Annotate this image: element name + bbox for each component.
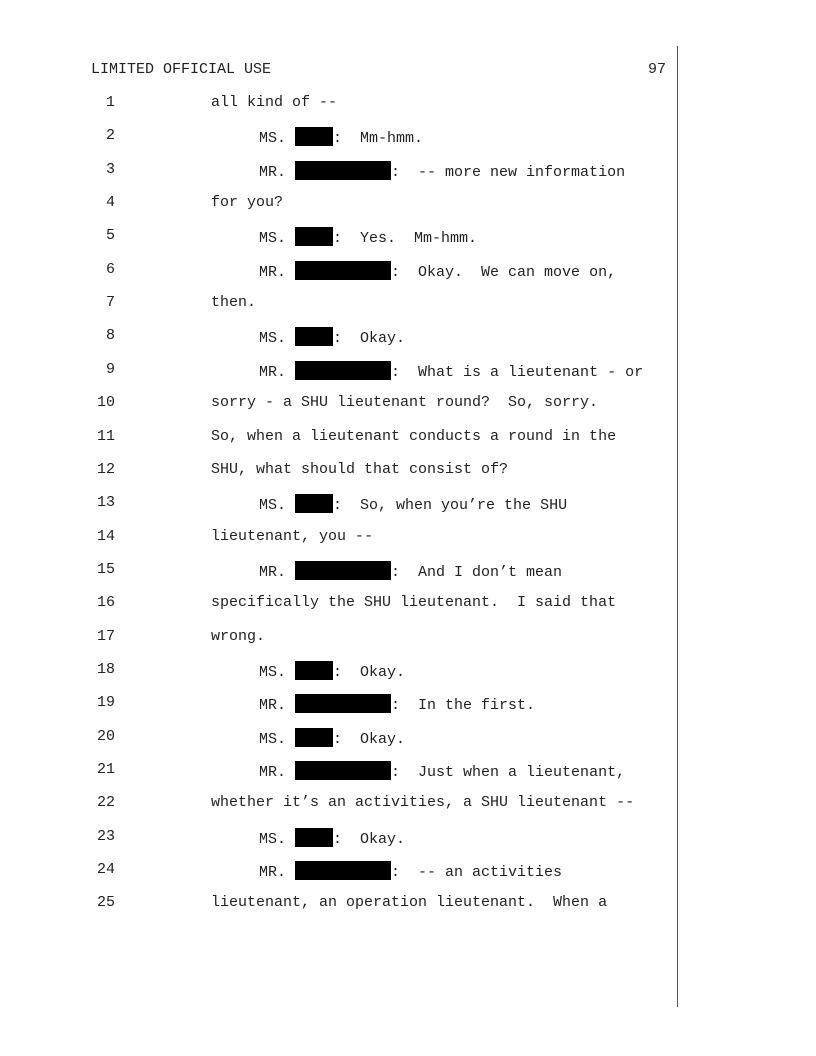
line-number: 21 xyxy=(96,761,115,778)
speaker-line xyxy=(259,161,625,181)
line-number: 4 xyxy=(105,194,115,211)
redaction-box xyxy=(295,828,333,847)
speaker-line xyxy=(259,861,562,881)
speech-text: : Okay. We can move on, xyxy=(391,264,617,281)
speaker-line xyxy=(259,694,535,714)
line-number: 13 xyxy=(96,494,115,511)
speech-text: : So, when you’re the SHU xyxy=(333,497,568,514)
line-number: 10 xyxy=(96,394,115,411)
speech-text: : -- more new information xyxy=(391,164,626,181)
speaker-title: MR. xyxy=(259,564,287,581)
speaker-title: MS. xyxy=(259,130,287,147)
redaction-box xyxy=(295,494,333,513)
continuation-text: wrong. xyxy=(211,628,266,645)
line-number: 12 xyxy=(96,461,115,478)
speech-text: : What is a lieutenant - or xyxy=(391,364,644,381)
continuation-text: So, when a lieutenant conducts a round in the xyxy=(211,428,617,445)
speaker-line xyxy=(259,561,562,581)
redaction-box xyxy=(295,561,391,580)
speech-text: : -- an activities xyxy=(391,864,563,881)
speech-text: : Okay. xyxy=(333,731,406,748)
speaker-line xyxy=(259,361,643,381)
line-number: 19 xyxy=(96,694,115,711)
line-number: 1 xyxy=(105,94,115,111)
speaker-line xyxy=(259,661,405,681)
continuation-text: lieutenant, you -- xyxy=(211,528,374,545)
speech-text: : Okay. xyxy=(333,330,406,347)
speaker-line xyxy=(259,728,405,748)
line-number: 17 xyxy=(96,628,115,645)
speaker-title: MR. xyxy=(259,764,287,781)
speaker-title: MR. xyxy=(259,164,287,181)
line-number: 23 xyxy=(96,828,115,845)
line-number: 20 xyxy=(96,728,115,745)
speaker-line xyxy=(259,494,567,514)
line-number: 24 xyxy=(96,861,115,878)
line-number: 7 xyxy=(105,294,115,311)
line-number: 9 xyxy=(105,361,115,378)
speaker-title: MS. xyxy=(259,330,287,347)
speaker-line xyxy=(259,261,616,281)
redaction-box xyxy=(295,227,333,246)
speech-text: : Yes. Mm-hmm. xyxy=(333,230,478,247)
redaction-box xyxy=(295,261,391,280)
speaker-title: MS. xyxy=(259,230,287,247)
continuation-text: sorry - a SHU lieutenant round? So, sorry. xyxy=(211,394,599,411)
line-number: 8 xyxy=(105,327,115,344)
speaker-title: MR. xyxy=(259,264,287,281)
classification-header: LIMITED OFFICIAL USE xyxy=(91,61,272,78)
redaction-box xyxy=(295,161,391,180)
speaker-title: MS. xyxy=(259,664,287,681)
speech-text: : Mm-hmm. xyxy=(333,130,424,147)
line-number: 6 xyxy=(105,261,115,278)
speaker-title: MR. xyxy=(259,364,287,381)
speaker-line xyxy=(259,828,405,848)
speech-text: : Just when a lieutenant, xyxy=(391,764,626,781)
line-number: 22 xyxy=(96,794,115,811)
speaker-title: MR. xyxy=(259,697,287,714)
redaction-box xyxy=(295,327,333,346)
redaction-box xyxy=(295,661,333,680)
line-number: 2 xyxy=(105,127,115,144)
speaker-title: MS. xyxy=(259,731,287,748)
continuation-text: then. xyxy=(211,294,257,311)
right-margin-rule xyxy=(677,46,678,1007)
continuation-text: SHU, what should that consist of? xyxy=(211,461,509,478)
line-number: 15 xyxy=(96,561,115,578)
redaction-box xyxy=(295,761,391,780)
speaker-title: MS. xyxy=(259,831,287,848)
redaction-box xyxy=(295,361,391,380)
speaker-line xyxy=(259,761,625,781)
line-number: 3 xyxy=(105,161,115,178)
continuation-text: whether it’s an activities, a SHU lieutenant -- xyxy=(211,794,635,811)
speaker-line xyxy=(259,127,423,147)
redaction-box xyxy=(295,728,333,747)
line-number: 5 xyxy=(105,227,115,244)
line-number: 18 xyxy=(96,661,115,678)
continuation-text: for you? xyxy=(211,194,284,211)
line-number: 25 xyxy=(96,894,115,911)
speaker-line xyxy=(259,327,405,347)
redaction-box xyxy=(295,127,333,146)
speech-text: : In the first. xyxy=(391,697,536,714)
line-number: 14 xyxy=(96,528,115,545)
speaker-line xyxy=(259,227,477,247)
line-number: 16 xyxy=(96,594,115,611)
redaction-box xyxy=(295,694,391,713)
redaction-box xyxy=(295,861,391,880)
continuation-text: lieutenant, an operation lieutenant. When a xyxy=(211,894,608,911)
page-number: 97 xyxy=(647,61,666,78)
speaker-title: MR. xyxy=(259,864,287,881)
line-number: 11 xyxy=(96,428,115,445)
speech-text: : Okay. xyxy=(333,831,406,848)
continuation-text: all kind of -- xyxy=(211,94,338,111)
continuation-text: specifically the SHU lieutenant. I said that xyxy=(211,594,617,611)
speech-text: : And I don’t mean xyxy=(391,564,563,581)
speaker-title: MS. xyxy=(259,497,287,514)
speech-text: : Okay. xyxy=(333,664,406,681)
